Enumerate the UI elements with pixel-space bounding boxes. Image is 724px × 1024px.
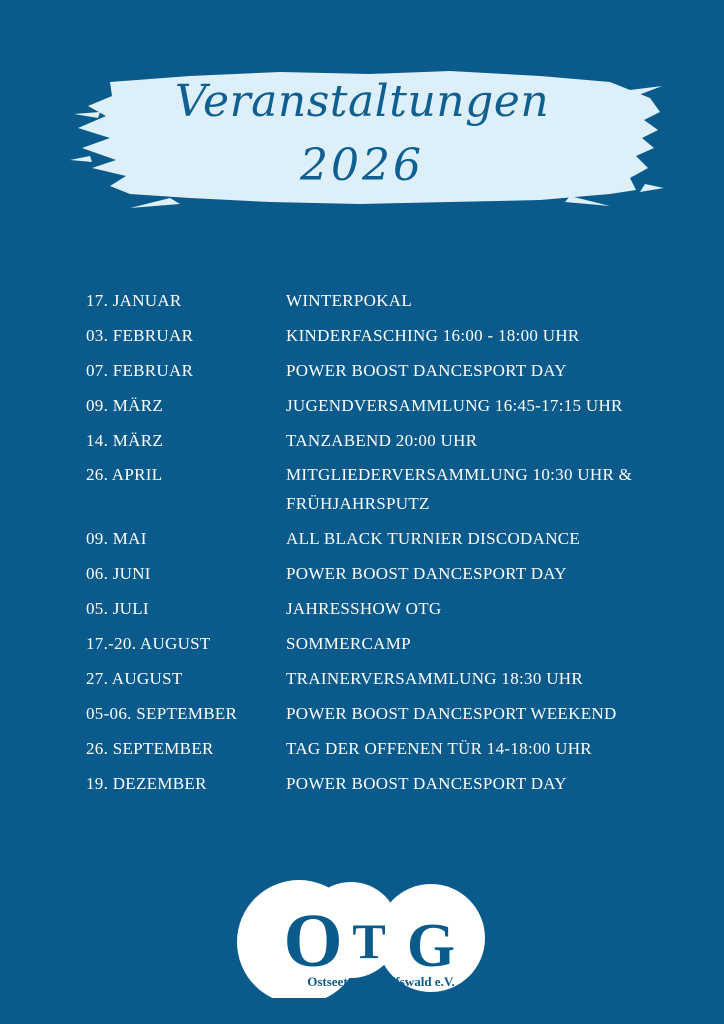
event-row [86,460,686,518]
event-row [86,321,686,350]
event-date: 07. FEBRUAR [86,360,194,380]
event-date: 19. DEZEMBER [86,773,207,793]
event-row [86,426,686,455]
event-date: 26. SEPTEMBER [86,738,214,758]
event-description: MITGLIEDERVERSAMMLUNG 10:30 UHR & FRÜHJAHRSPUTZ [286,465,633,514]
event-description: KINDERFASCHING 16:00 - 18:00 UHR [286,325,580,345]
event-row [86,286,686,315]
event-date: 05. JULI [86,599,149,619]
logo-letter-t: T [352,913,386,969]
event-row [86,769,686,798]
event-date: 09. MAI [86,529,147,549]
event-row [86,629,686,658]
event-description: ALL BLACK TURNIER DISCODANCE [286,529,581,549]
event-row [86,734,686,763]
event-description: TRAINERVERSAMMLUNG 18:30 UHR [286,668,583,688]
page-title: Veranstaltungen [174,76,550,127]
event-description: POWER BOOST DANCESPORT WEEKEND [286,703,617,723]
otg-logo [233,868,495,998]
event-date: 14. MÄRZ [86,430,164,450]
event-row [86,356,686,385]
logo-letter-g: G [406,912,456,980]
event-description: POWER BOOST DANCESPORT DAY [286,564,567,584]
event-row [86,699,686,728]
event-date: 17.-20. AUGUST [86,634,211,654]
event-date: 27. AUGUST [86,668,183,688]
event-description: JUGENDVERSAMMLUNG 16:45-17:15 UHR [286,395,623,415]
event-description: POWER BOOST DANCESPORT DAY [286,360,567,380]
event-date: 06. JUNI [86,564,151,584]
event-description: SOMMERCAMP [286,634,411,654]
event-description: TANZABEND 20:00 UHR [286,430,478,450]
event-row [86,391,686,420]
event-row [86,594,686,623]
event-description: JAHRESSHOW OTG [286,599,442,619]
event-date: 03. FEBRUAR [86,325,194,345]
event-list [86,286,686,803]
event-row [86,559,686,588]
event-description: WINTERPOKAL [286,291,413,310]
page-subtitle-year: 2026 [300,140,424,191]
logo-letter-o: O [283,899,343,983]
event-row [86,664,686,693]
event-date: 09. MÄRZ [86,395,164,415]
event-date: 26. APRIL [86,465,163,485]
event-date: 05-06. SEPTEMBER [86,703,238,723]
event-description: TAG DER OFFENEN TÜR 14-18:00 UHR [286,738,592,758]
event-row [86,524,686,553]
event-date: 17. JANUAR [86,291,182,310]
logo-club-name: Ostseetanz Greifswald e.V. [307,974,455,989]
event-description: POWER BOOST DANCESPORT DAY [286,773,567,793]
